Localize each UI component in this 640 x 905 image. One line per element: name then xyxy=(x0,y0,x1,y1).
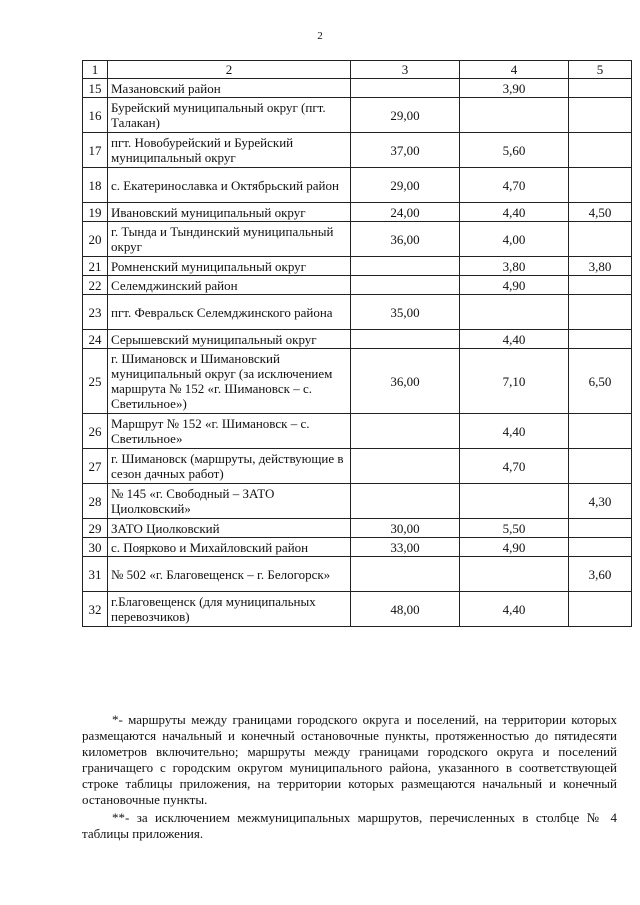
table-row xyxy=(83,519,632,538)
territory-cell: Бурейский муниципальный округ (пгт. Талакан) xyxy=(108,98,351,133)
territory-cell: № 502 «г. Благовещенск – г. Белогорск» xyxy=(108,557,351,592)
col3-value-cell xyxy=(351,557,460,592)
table-row xyxy=(83,295,632,330)
col5-value-cell xyxy=(569,98,632,133)
col5-value-cell xyxy=(569,133,632,168)
col5-value-cell xyxy=(569,592,632,627)
col5-value-cell xyxy=(569,276,632,295)
col5-value-cell: 3,80 xyxy=(569,257,632,276)
table-row xyxy=(83,538,632,557)
territory-cell: Ромненский муниципальный округ xyxy=(108,257,351,276)
page-number: 2 xyxy=(317,30,323,42)
row-number-cell: 16 xyxy=(83,98,108,133)
col4-value-cell: 4,40 xyxy=(460,592,569,627)
col3-value-cell: 37,00 xyxy=(351,133,460,168)
row-number-cell: 17 xyxy=(83,133,108,168)
table-header-row xyxy=(83,61,632,79)
col5-value-cell xyxy=(569,330,632,349)
territory-cell: Мазановский район xyxy=(108,79,351,98)
territory-cell: Селемджинский район xyxy=(108,276,351,295)
header-cell: 1 xyxy=(83,61,108,79)
col5-value-cell xyxy=(569,519,632,538)
col3-value-cell: 33,00 xyxy=(351,538,460,557)
col3-value-cell: 30,00 xyxy=(351,519,460,538)
table-row xyxy=(83,276,632,295)
col4-value-cell: 5,60 xyxy=(460,133,569,168)
col3-value-cell: 35,00 xyxy=(351,295,460,330)
col4-value-cell: 3,80 xyxy=(460,257,569,276)
footnotes xyxy=(82,712,617,844)
table-row xyxy=(83,449,632,484)
col5-value-cell: 4,30 xyxy=(569,484,632,519)
col3-value-cell: 48,00 xyxy=(351,592,460,627)
col3-value-cell xyxy=(351,330,460,349)
col4-value-cell: 4,40 xyxy=(460,330,569,349)
table-row xyxy=(83,133,632,168)
row-number-cell: 18 xyxy=(83,168,108,203)
table-row xyxy=(83,79,632,98)
col5-value-cell xyxy=(569,414,632,449)
col4-value-cell: 4,00 xyxy=(460,222,569,257)
territory-cell: с. Екатеринославка и Октябрьский район xyxy=(108,168,351,203)
territory-cell: Маршрут № 152 «г. Шимановск – с. Светильное» xyxy=(108,414,351,449)
col3-value-cell xyxy=(351,414,460,449)
row-number-cell: 26 xyxy=(83,414,108,449)
row-number-cell: 25 xyxy=(83,349,108,414)
col5-value-cell xyxy=(569,79,632,98)
row-number-cell: 24 xyxy=(83,330,108,349)
row-number-cell: 31 xyxy=(83,557,108,592)
col3-value-cell xyxy=(351,276,460,295)
territory-cell: г. Шимановск (маршруты, действующие в сезон дачных работ) xyxy=(108,449,351,484)
col4-value-cell xyxy=(460,98,569,133)
row-number-cell: 15 xyxy=(83,79,108,98)
table-row xyxy=(83,592,632,627)
col3-value-cell: 36,00 xyxy=(351,349,460,414)
table-row xyxy=(83,330,632,349)
territory-cell: пгт. Новобурейский и Бурейский муниципальный округ xyxy=(108,133,351,168)
territory-cell: ЗАТО Циолковский xyxy=(108,519,351,538)
footnote: *- маршруты между границами городского округа и поселений, на территории которых размещаются начальный и конечный остановочные пункты, протяженностью до пятидесяти километров включительно; маршруты между границами городского округа и поселений граничащего с городским округом муниципального района, указанного в соответствующей строке таблицы приложения, на территории которых размещаются начальный и конечный остановочные пункты. xyxy=(82,712,617,807)
col4-value-cell: 4,90 xyxy=(460,276,569,295)
row-number-cell: 28 xyxy=(83,484,108,519)
table-row xyxy=(83,557,632,592)
territory-cell: с. Поярково и Михайловский район xyxy=(108,538,351,557)
col3-value-cell xyxy=(351,484,460,519)
col3-value-cell: 29,00 xyxy=(351,98,460,133)
col4-value-cell xyxy=(460,295,569,330)
territory-cell: г.Благовещенск (для муниципальных перевозчиков) xyxy=(108,592,351,627)
col4-value-cell xyxy=(460,557,569,592)
table-row xyxy=(83,414,632,449)
territory-cell: № 145 «г. Свободный – ЗАТО Циолковский» xyxy=(108,484,351,519)
territory-cell: г. Тында и Тындинский муниципальный округ xyxy=(108,222,351,257)
table-row xyxy=(83,203,632,222)
territory-cell: Ивановский муниципальный округ xyxy=(108,203,351,222)
header-cell: 4 xyxy=(460,61,569,79)
col3-value-cell: 36,00 xyxy=(351,222,460,257)
header-cell: 3 xyxy=(351,61,460,79)
col5-value-cell: 4,50 xyxy=(569,203,632,222)
col5-value-cell xyxy=(569,222,632,257)
col5-value-cell xyxy=(569,295,632,330)
territory-cell: пгт. Февральск Селемджинского района xyxy=(108,295,351,330)
col4-value-cell: 5,50 xyxy=(460,519,569,538)
table-row xyxy=(83,222,632,257)
col4-value-cell: 3,90 xyxy=(460,79,569,98)
row-number-cell: 21 xyxy=(83,257,108,276)
territory-cell: Серышевский муниципальный округ xyxy=(108,330,351,349)
col5-value-cell: 6,50 xyxy=(569,349,632,414)
col4-value-cell: 4,40 xyxy=(460,414,569,449)
col3-value-cell xyxy=(351,79,460,98)
col4-value-cell: 4,40 xyxy=(460,203,569,222)
footnote: **- за исключением межмуниципальных маршрутов, перечисленных в столбце № 4 таблицы приложения. xyxy=(82,810,617,841)
col3-value-cell xyxy=(351,449,460,484)
col5-value-cell xyxy=(569,168,632,203)
table-row xyxy=(83,257,632,276)
col5-value-cell xyxy=(569,538,632,557)
header-cell: 5 xyxy=(569,61,632,79)
table-row xyxy=(83,349,632,414)
row-number-cell: 20 xyxy=(83,222,108,257)
table-row xyxy=(83,168,632,203)
table-row xyxy=(83,484,632,519)
row-number-cell: 27 xyxy=(83,449,108,484)
col4-value-cell: 4,70 xyxy=(460,168,569,203)
row-number-cell: 22 xyxy=(83,276,108,295)
col3-value-cell xyxy=(351,257,460,276)
row-number-cell: 19 xyxy=(83,203,108,222)
row-number-cell: 23 xyxy=(83,295,108,330)
row-number-cell: 32 xyxy=(83,592,108,627)
col4-value-cell: 4,90 xyxy=(460,538,569,557)
tariff-table xyxy=(82,60,632,627)
col4-value-cell: 4,70 xyxy=(460,449,569,484)
col5-value-cell xyxy=(569,449,632,484)
col3-value-cell: 24,00 xyxy=(351,203,460,222)
territory-cell: г. Шимановск и Шимановский муниципальный округ (за исключением маршрута № 152 «г. Шимановск – с. Светильное») xyxy=(108,349,351,414)
table-row xyxy=(83,98,632,133)
row-number-cell: 29 xyxy=(83,519,108,538)
header-cell: 2 xyxy=(108,61,351,79)
row-number-cell: 30 xyxy=(83,538,108,557)
col4-value-cell xyxy=(460,484,569,519)
col5-value-cell: 3,60 xyxy=(569,557,632,592)
col4-value-cell: 7,10 xyxy=(460,349,569,414)
col3-value-cell: 29,00 xyxy=(351,168,460,203)
